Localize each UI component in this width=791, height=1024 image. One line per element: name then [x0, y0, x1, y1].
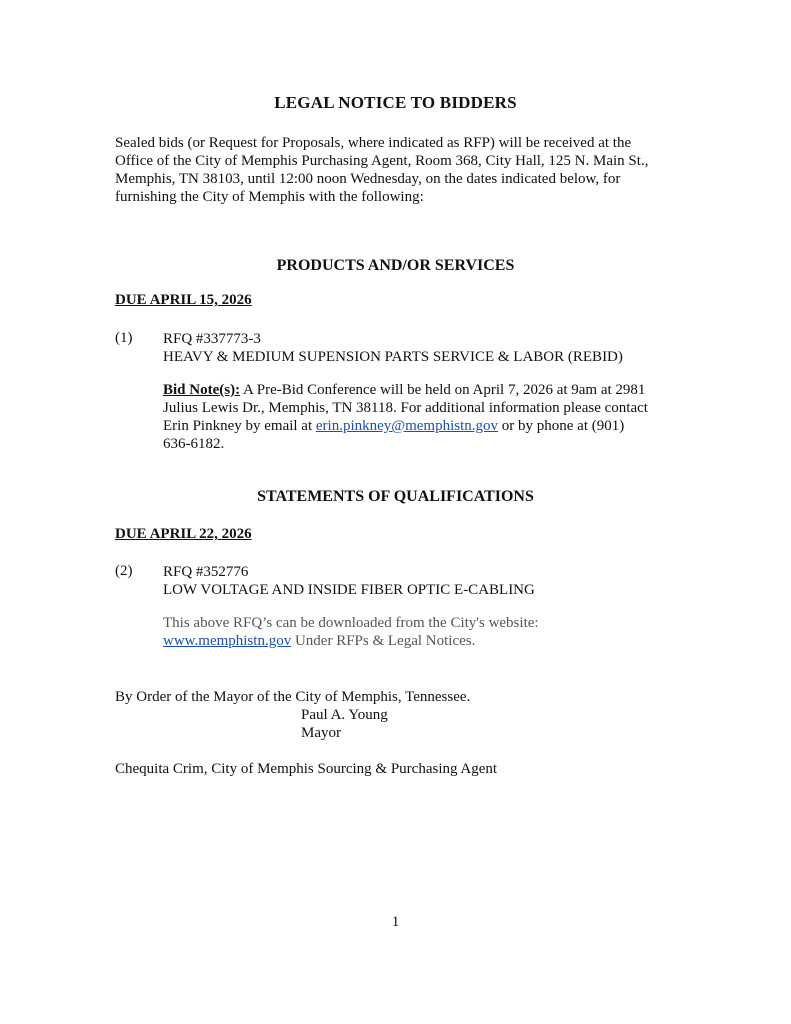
intro-paragraph: [115, 134, 675, 206]
mayor-name: Paul A. Young: [301, 707, 388, 723]
rfq-description: HEAVY & MEDIUM SUPENSION PARTS SERVICE & LABOR (REBID): [163, 349, 623, 365]
item-details: [163, 330, 623, 366]
bid-note-text: or by phone at (901): [498, 418, 625, 434]
bid-note-text: Erin Pinkney by email at: [163, 418, 316, 434]
page-title: LEGAL NOTICE TO BIDDERS: [274, 93, 517, 112]
rfq-number: RFQ #337773-3: [163, 331, 261, 347]
rfq-number: RFQ #352776: [163, 564, 249, 580]
download-note: [163, 614, 663, 650]
due-date-april-15: DUE APRIL 15, 2026: [115, 292, 252, 308]
page-number: 1: [391, 914, 400, 930]
bid-note-text: Julius Lewis Dr., Memphis, TN 38118. For additional information please contact: [163, 400, 648, 416]
bid-note: [163, 381, 663, 453]
order-line: By Order of the Mayor of the City of Memphis, Tennessee.: [115, 689, 471, 705]
intro-line: Memphis, TN 38103, until 12:00 noon Wednesday, on the dates indicated below, for: [115, 171, 621, 187]
due-date-april-22: DUE APRIL 22, 2026: [115, 526, 252, 542]
rfq-description: LOW VOLTAGE AND INSIDE FIBER OPTIC E-CABLING: [163, 582, 535, 598]
section-heading-qualifications: STATEMENTS OF QUALIFICATIONS: [257, 488, 534, 505]
download-text: This above RFQ’s can be downloaded from the City's website:: [163, 615, 539, 631]
download-text: Under RFPs & Legal Notices.: [291, 633, 476, 649]
bid-note-label: Bid Note(s):: [163, 382, 241, 398]
section-heading-products: PRODUCTS AND/OR SERVICES: [276, 257, 515, 274]
intro-line: furnishing the City of Memphis with the following:: [115, 189, 424, 205]
item-details: [163, 563, 535, 599]
purchasing-agent-line: Chequita Crim, City of Memphis Sourcing & Purchasing Agent: [115, 761, 498, 777]
bid-note-text: 636-6182.: [163, 436, 225, 452]
intro-line: Sealed bids (or Request for Proposals, where indicated as RFP) will be received at the: [115, 135, 632, 151]
item-number: (2): [115, 563, 133, 579]
city-website-link[interactable]: www.memphistn.gov: [163, 633, 292, 649]
mayor-title: Mayor: [301, 725, 341, 741]
item-number: (1): [115, 330, 133, 346]
intro-line: Office of the City of Memphis Purchasing Agent, Room 368, City Hall, 125 N. Main St.,: [115, 153, 649, 169]
bid-note-text: A Pre-Bid Conference will be held on April 7, 2026 at 9am at 2981: [240, 382, 646, 398]
contact-email-link[interactable]: erin.pinkney@memphistn.gov: [315, 418, 499, 434]
